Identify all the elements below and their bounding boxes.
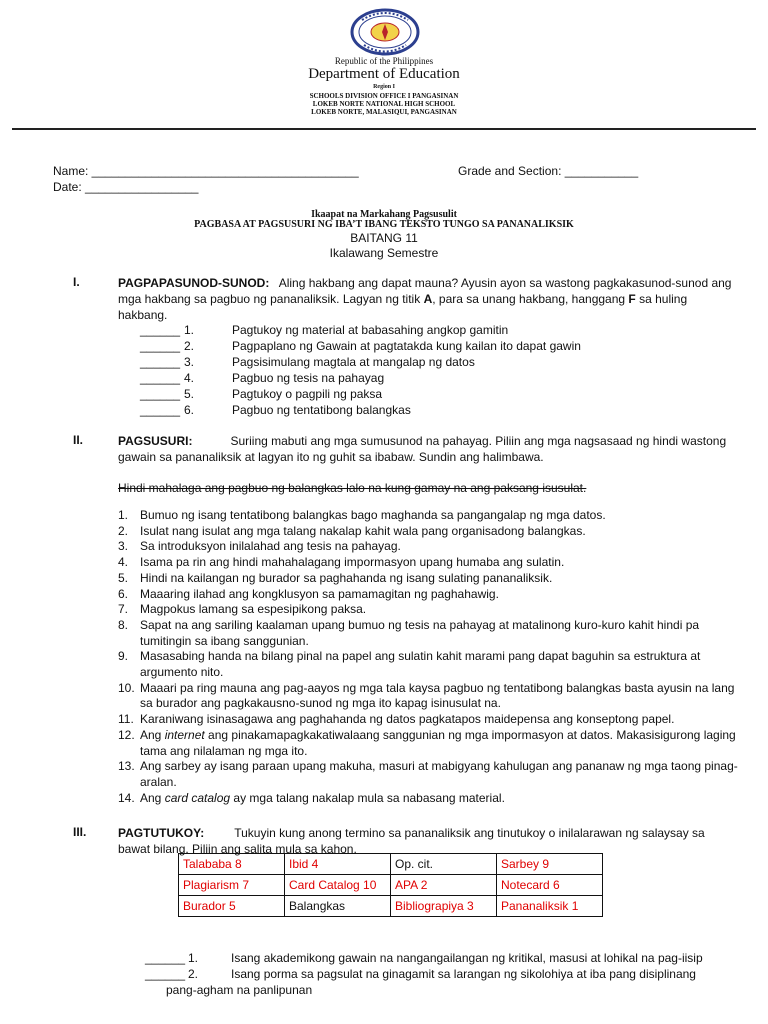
header-division: SCHOOLS DIVISION OFFICE I PANGASINAN [309,92,459,100]
term-cell: Talababa 8 [179,854,285,875]
item-text: Masasabing handa na bilang pinal na papel ang sulatin kahit marami pang dapat baguhin sa estruktura at argumento nito. [140,649,701,680]
item-text: Isama pa rin ang hindi mahahalagang impormasyon upang humaba ang sulatin. [140,555,565,570]
item-text-pre: Ang [140,727,165,742]
semester: Ikalawang Semestre [329,246,439,260]
item-number: 2. [118,523,129,538]
name-field-label: Name: ________________________________________ [53,164,359,178]
item-number: 5. [184,387,195,401]
term-row [179,854,603,875]
deped-seal-logo [350,8,420,56]
section3-instr: Tukuyin kung anong termino sa pananaliksik ang tinutukoy o inilalarawan ng salaysay sa bawat bilang. Piliin ang salita mula sa kahon. [118,826,705,856]
section2-instr: Suriing mabuti ang mga sumusunod na pahayag. Piliin ang mga nagsasaad ng hindi wastong gawain sa pananaliksik at lagyan ito ng guhit sa ibabaw. Sundin ang halimbawa. [118,434,727,464]
item-text-continued: pang-agham na panlipunan [166,983,313,997]
answer-blank: ______ [140,339,181,353]
item-text: Pagtukoy ng material at babasahing angkop gamitin [232,323,509,337]
item-text: Isang porma sa pagsulat na ginagamit sa larangan ng sikolohiya at iba pang disiplinang [231,967,696,981]
term-cell: Op. cit. [391,854,497,875]
term-cell: Bibliograpiya 3 [391,896,497,917]
grade-section-label: Grade and Section: ___________ [458,164,639,178]
section1-instr-a: Aling hakbang ang dapat mauna? Ayusin ayon sa wastong pagkakasunod-sunod ang mga hakbang sa pagbuo ng pananaliksik. Lagyan ng titik [118,276,732,306]
header-address: LOKEB NORTE, MALASIQUI, PANGASINAN [311,108,457,116]
section2-heading: PAGSUSURI: [118,434,193,448]
date-field-label: Date: _________________ [53,180,199,194]
section1-number: I. [73,275,80,289]
item-number: 5. [118,570,129,585]
section3-heading: PAGTUTUKOY: [118,826,205,840]
section2-item [118,681,738,712]
term-cell: APA 2 [391,875,497,896]
item-text: Pagpaplano ng Gawain at pagtatakda kung kailan ito dapat gawin [232,339,581,353]
header-divider [12,128,756,130]
term-cell: Card Catalog 10 [285,875,391,896]
answer-blank: ______ [140,371,181,385]
term-cell: Ibid 4 [285,854,391,875]
term-row [179,896,603,917]
item-text: ang pinakamapagkakatiwalaang sanggunian ng mga impormasyon at datos. Makasisigurong laging tama ang nilalaman ng mga ito. [140,727,736,758]
term-cell: Plagiarism 7 [179,875,285,896]
grade-level: BAITANG 11 [350,231,418,245]
section2-example: Hindi mahalaga ang pagbuo ng balangkas lalo na kung gamay na ang paksang isusulat. [118,481,587,495]
item-number: 6. [118,586,129,601]
item-text: Bumuo ng isang tentatibong balangkas bago maghanda sa pangangalap ng mga datos. [140,508,606,522]
item-text: Sa introduksyon inilalahad ang tesis na pahayag. [140,539,401,554]
section2-item [118,524,738,540]
section2-item [118,571,738,587]
header-school: LOKEB NORTE NATIONAL HIGH SCHOOL [312,100,456,108]
item-number: 13. [118,759,135,774]
answer-blank: ______ [145,967,186,981]
item-text: Ang sarbey ay isang paraan upang makuha, masuri at mabigyang kahulugan ang pananaw ng mga taong pinag-aralan. [140,759,738,789]
header-department: Department of Education [308,66,460,82]
item-number: 2. [184,339,195,353]
item-text: Isulat nang isulat ang mga talang nakalap kahit wala pang organisadong balangkas. [140,523,586,538]
section2-instructions [118,433,738,465]
item-text: Maaaring ilahad ang kongklusyon sa pamamagitan ng paghahawig. [140,586,499,601]
item-text: Pagsisimulang magtala at mangalap ng datos [232,355,475,369]
section3-number: III. [73,825,87,839]
letter-a: A [423,292,433,306]
section1-instr-c: sa huling hakbang. [118,292,688,322]
item-text: ay mga talang nakalap mula sa nabasang material. [230,790,505,805]
item-number: 4. [184,371,195,385]
item-text: Pagbuo ng tesis na pahayag [232,371,385,385]
item-number: 4. [118,555,129,570]
item-number: 6. [184,403,195,417]
exam-title: Ikaapat na Markahang Pagsusulit [311,209,457,220]
item-number: 8. [118,617,129,632]
item-text: Maaari pa ring mauna ang pag-aayos ng mga tala kaysa pagbuo ng tentatibong balangkas basta ayusin na lang sa burador ang pagkakausno-sunod ng mga ito kapag isinusulat na. [140,680,735,711]
section2-item [118,712,738,728]
section2-item [118,649,738,680]
letter-f: F [628,292,636,306]
section2-item [118,759,738,790]
section2-item [118,602,738,618]
section1-heading: PAGPAPASUNOD-SUNOD: [118,276,270,290]
item-number: 14. [118,790,135,805]
item-number: 1. [184,323,195,337]
item-number: 2. [188,967,199,981]
section2-number: II. [73,433,84,447]
item-number: 3. [118,539,129,554]
section2-item [118,587,738,603]
item-text-italic: card catalog [164,790,231,805]
item-text: Magpokus lamang sa espesipikong paksa. [140,602,367,617]
item-number: 12. [118,727,135,742]
answer-blank: ______ [140,355,181,369]
item-number: 11. [118,712,134,727]
answer-blank: ______ [140,323,181,337]
section2-item [118,728,738,759]
item-text: Pagtukoy o pagpili ng paksa [232,387,383,401]
header-republic: Republic of the Philippines [334,56,434,66]
term-cell: Balangkas [285,896,391,917]
item-number: 9. [118,649,129,664]
term-choices-box [178,853,603,917]
section2-item [118,791,738,807]
section2-list [118,508,738,806]
term-cell: Burador 5 [179,896,285,917]
term-cell: Sarbey 9 [497,854,603,875]
item-number: 3. [184,355,195,369]
item-number: 7. [118,602,129,617]
section1-instructions [118,275,738,323]
item-text: Karaniwang isinasagawa ang paghahanda ng datos pagkatapos maidepensa ang konseptong papel. [140,712,675,727]
answer-blank: ______ [140,387,181,401]
section2-item [118,618,738,649]
item-text: Pagbuo ng tentatibong balangkas [232,403,411,417]
section2-item [118,508,738,524]
item-text: Isang akademikong gawain na nangangailangan ng kritikal, masusi at lohikal na pag-iisip [231,951,703,965]
header-region: Region I [373,84,395,90]
item-text: Hindi na kailangan ng burador sa paghahanda ng isang sulating pananaliksik. [140,570,553,585]
section1-instr-b: , para sa unang hakbang, hanggang [432,292,629,306]
item-number: 1. [188,951,199,965]
item-number: 10. [118,680,135,695]
term-cell: Pananaliksik 1 [497,896,603,917]
item-text: Sapat na ang sariling kaalaman upang bumuo ng tesis na pahayag at matalinong kuro-kuro kahit hindi pa tumitingin sa ibang sanggunian. [140,617,700,648]
answer-blank: ______ [145,951,186,965]
item-text-italic: internet [164,727,205,742]
term-cell: Notecard 6 [497,875,603,896]
item-text-pre: Ang [140,790,165,805]
term-row [179,875,603,896]
item-number: 1. [118,508,129,522]
section2-item [118,539,738,555]
subject-title: PAGBASA AT PAGSUSURI NG IBA’T IBANG TEKSTO TUNGO SA PANANALIKSIK [194,219,574,230]
answer-blank: ______ [140,403,181,417]
section2-item [118,555,738,571]
